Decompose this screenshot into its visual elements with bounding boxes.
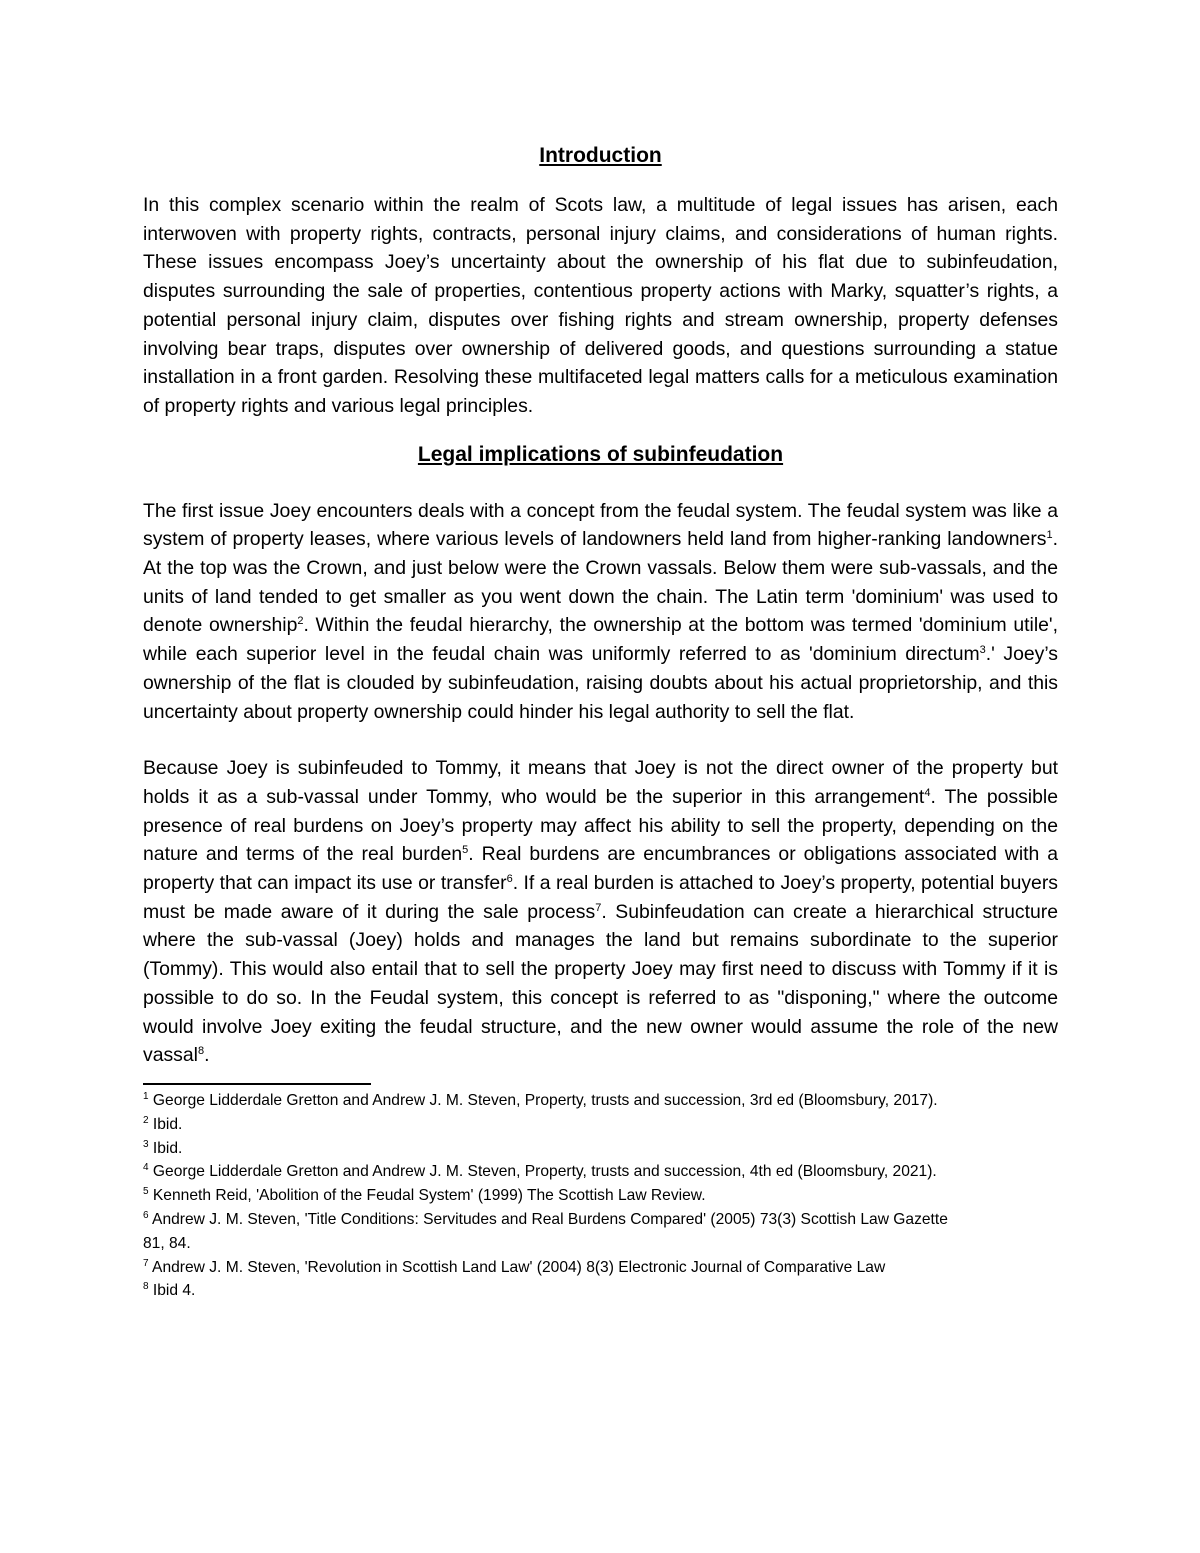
footnote-text: Ibid. [152,1115,183,1133]
footnote-ref-6[interactable]: 6 [506,873,513,886]
footnote-number: 6 [143,1209,149,1221]
para1-text: .' Joey’s ownership of the flat is clouded by subinfeudation, raising doubts about his actual proprietorship, and this uncertainty about property ownership could hinder his legal authority to sell the flat. [143,643,1058,723]
footnote-ref-5[interactable]: 5 [462,844,469,857]
footnote-number: 1 [143,1090,149,1102]
footnote-ref-1[interactable]: 1 [1046,529,1053,542]
footnote-number: 7 [143,1257,149,1269]
para2-text: . The possible presence of real burdens on Joey’s property may affect his ability to sell the property, depending on the nature and terms of the real burden [143,785,1058,866]
para2-text: . Subinfeudation can create a hierarchical structure where the sub-vassal (Joey) holds and manages the land but remains subordinate to the superior (Tommy). This would also entail that to sell the property Joey may first need to discuss with Tommy if it is possible to do so. In the Feudal system, this concept is referred to as "disponing," where the outcome would involve Joey exiting the feudal structure, and the new owner would assume the role of the new vassal [143,900,1058,1067]
footnote-text: Kenneth Reid, 'Abolition of the Feudal System' (1999) The Scottish Law Review. [152,1187,706,1205]
footnote-4 [143,1160,1058,1184]
paragraph-subinfeuded [143,754,1058,1070]
footnote-text: Andrew J. M. Steven, 'Revolution in Scottish Land Law' (2004) 8(3) Electronic Journal of Comparative Law [152,1258,886,1276]
footnote-1 [143,1089,1058,1113]
footnote-ref-3[interactable]: 3 [979,644,986,657]
document-page [143,142,1058,1303]
footnote-ref-2[interactable]: 2 [297,615,304,628]
footnote-number: 3 [143,1138,149,1150]
intro-paragraph: In this complex scenario within the realm of Scots law, a multitude of legal issues has arisen, each interwoven with property rights, contracts, personal injury claims, and considerations of human rights. These issues encompass Joey’s uncertainty about the ownership of his flat due to subinfeudation, disputes surrounding the sale of properties, contentious property actions with Marky, squatter’s rights, a potential personal injury claim, disputes over fishing rights and stream ownership, property defenses involving bear traps, disputes over ownership of delivered goods, and questions surrounding a statue installation in a front garden. Resolving these multifaceted legal matters calls for a meticulous examination of property rights and various legal principles. [143,194,1058,417]
para2-text: . Real burdens are encumbrances or obligations associated with a property that can impact its use or transfer [143,843,1058,895]
para1-text: The first issue Joey encounters deals with a concept from the feudal system. The feudal system was like a system of property leases, where various levels of landowners held land from higher-ranking landowners [143,499,1058,551]
footnote-ref-4[interactable]: 4 [924,786,931,799]
footnote-number: 4 [143,1162,149,1174]
para1-text: . At the top was the Crown, and just below were the Crown vassals. Below them were sub-vassals, and the units of land tended to get smaller as you went down the chain. The Latin term 'dominium' was used to denote ownership [143,528,1058,637]
footnote-text: Andrew J. M. Steven, 'Title Conditions: Servitudes and Real Burdens Compared' (2005) 73(3) Scottish Law Gazette [152,1210,948,1228]
footnote-text: Ibid. [152,1139,183,1157]
footnote-number: 2 [143,1114,149,1126]
footnote-3 [143,1137,1058,1161]
footnotes [143,1089,1058,1303]
footnote-5 [143,1184,1058,1208]
footnote-separator [143,1083,371,1085]
footnote-ref-8[interactable]: 8 [197,1045,205,1058]
footnote-ref-7[interactable]: 7 [595,901,602,914]
footnote-6 [143,1208,1058,1256]
footnote-7 [143,1256,1058,1280]
footnote-text: Ibid 4. [152,1282,196,1300]
footnote-text: George Lidderdale Gretton and Andrew J. M. Steven, Property, trusts and succession, 3rd ed (Bloomsbury, 2017). [152,1091,938,1109]
para1-text: . Within the feudal hierarchy, the ownership at the bottom was termed 'dominium utile', while each superior level in the feudal chain was uniformly referred to as 'dominium directum [143,614,1058,666]
para2-text: . If a real burden is attached to Joey’s property, potential buyers must be made aware of it during the sale process [143,872,1058,923]
footnote-text-continued: 81, 84. [143,1234,191,1252]
heading-subinfeudation: Legal implications of subinfeudation [417,442,784,466]
heading-introduction: Introduction [539,144,662,167]
footnote-8 [143,1279,1058,1303]
footnote-text: George Lidderdale Gretton and Andrew J. M. Steven, Property, trusts and succession, 4th ed (Bloomsbury, 2021). [152,1163,937,1181]
footnote-number: 5 [143,1186,149,1198]
footnote-number: 8 [143,1281,149,1293]
para2-text: Because Joey is subinfeuded to Tommy, it means that Joey is not the direct owner of the property but holds it as a sub-vassal under Tommy, who would be the superior in this arrangement [143,757,1058,808]
paragraph-feudal-system [143,497,1058,727]
footnote-2 [143,1113,1058,1137]
para2-text: . [204,1044,210,1067]
